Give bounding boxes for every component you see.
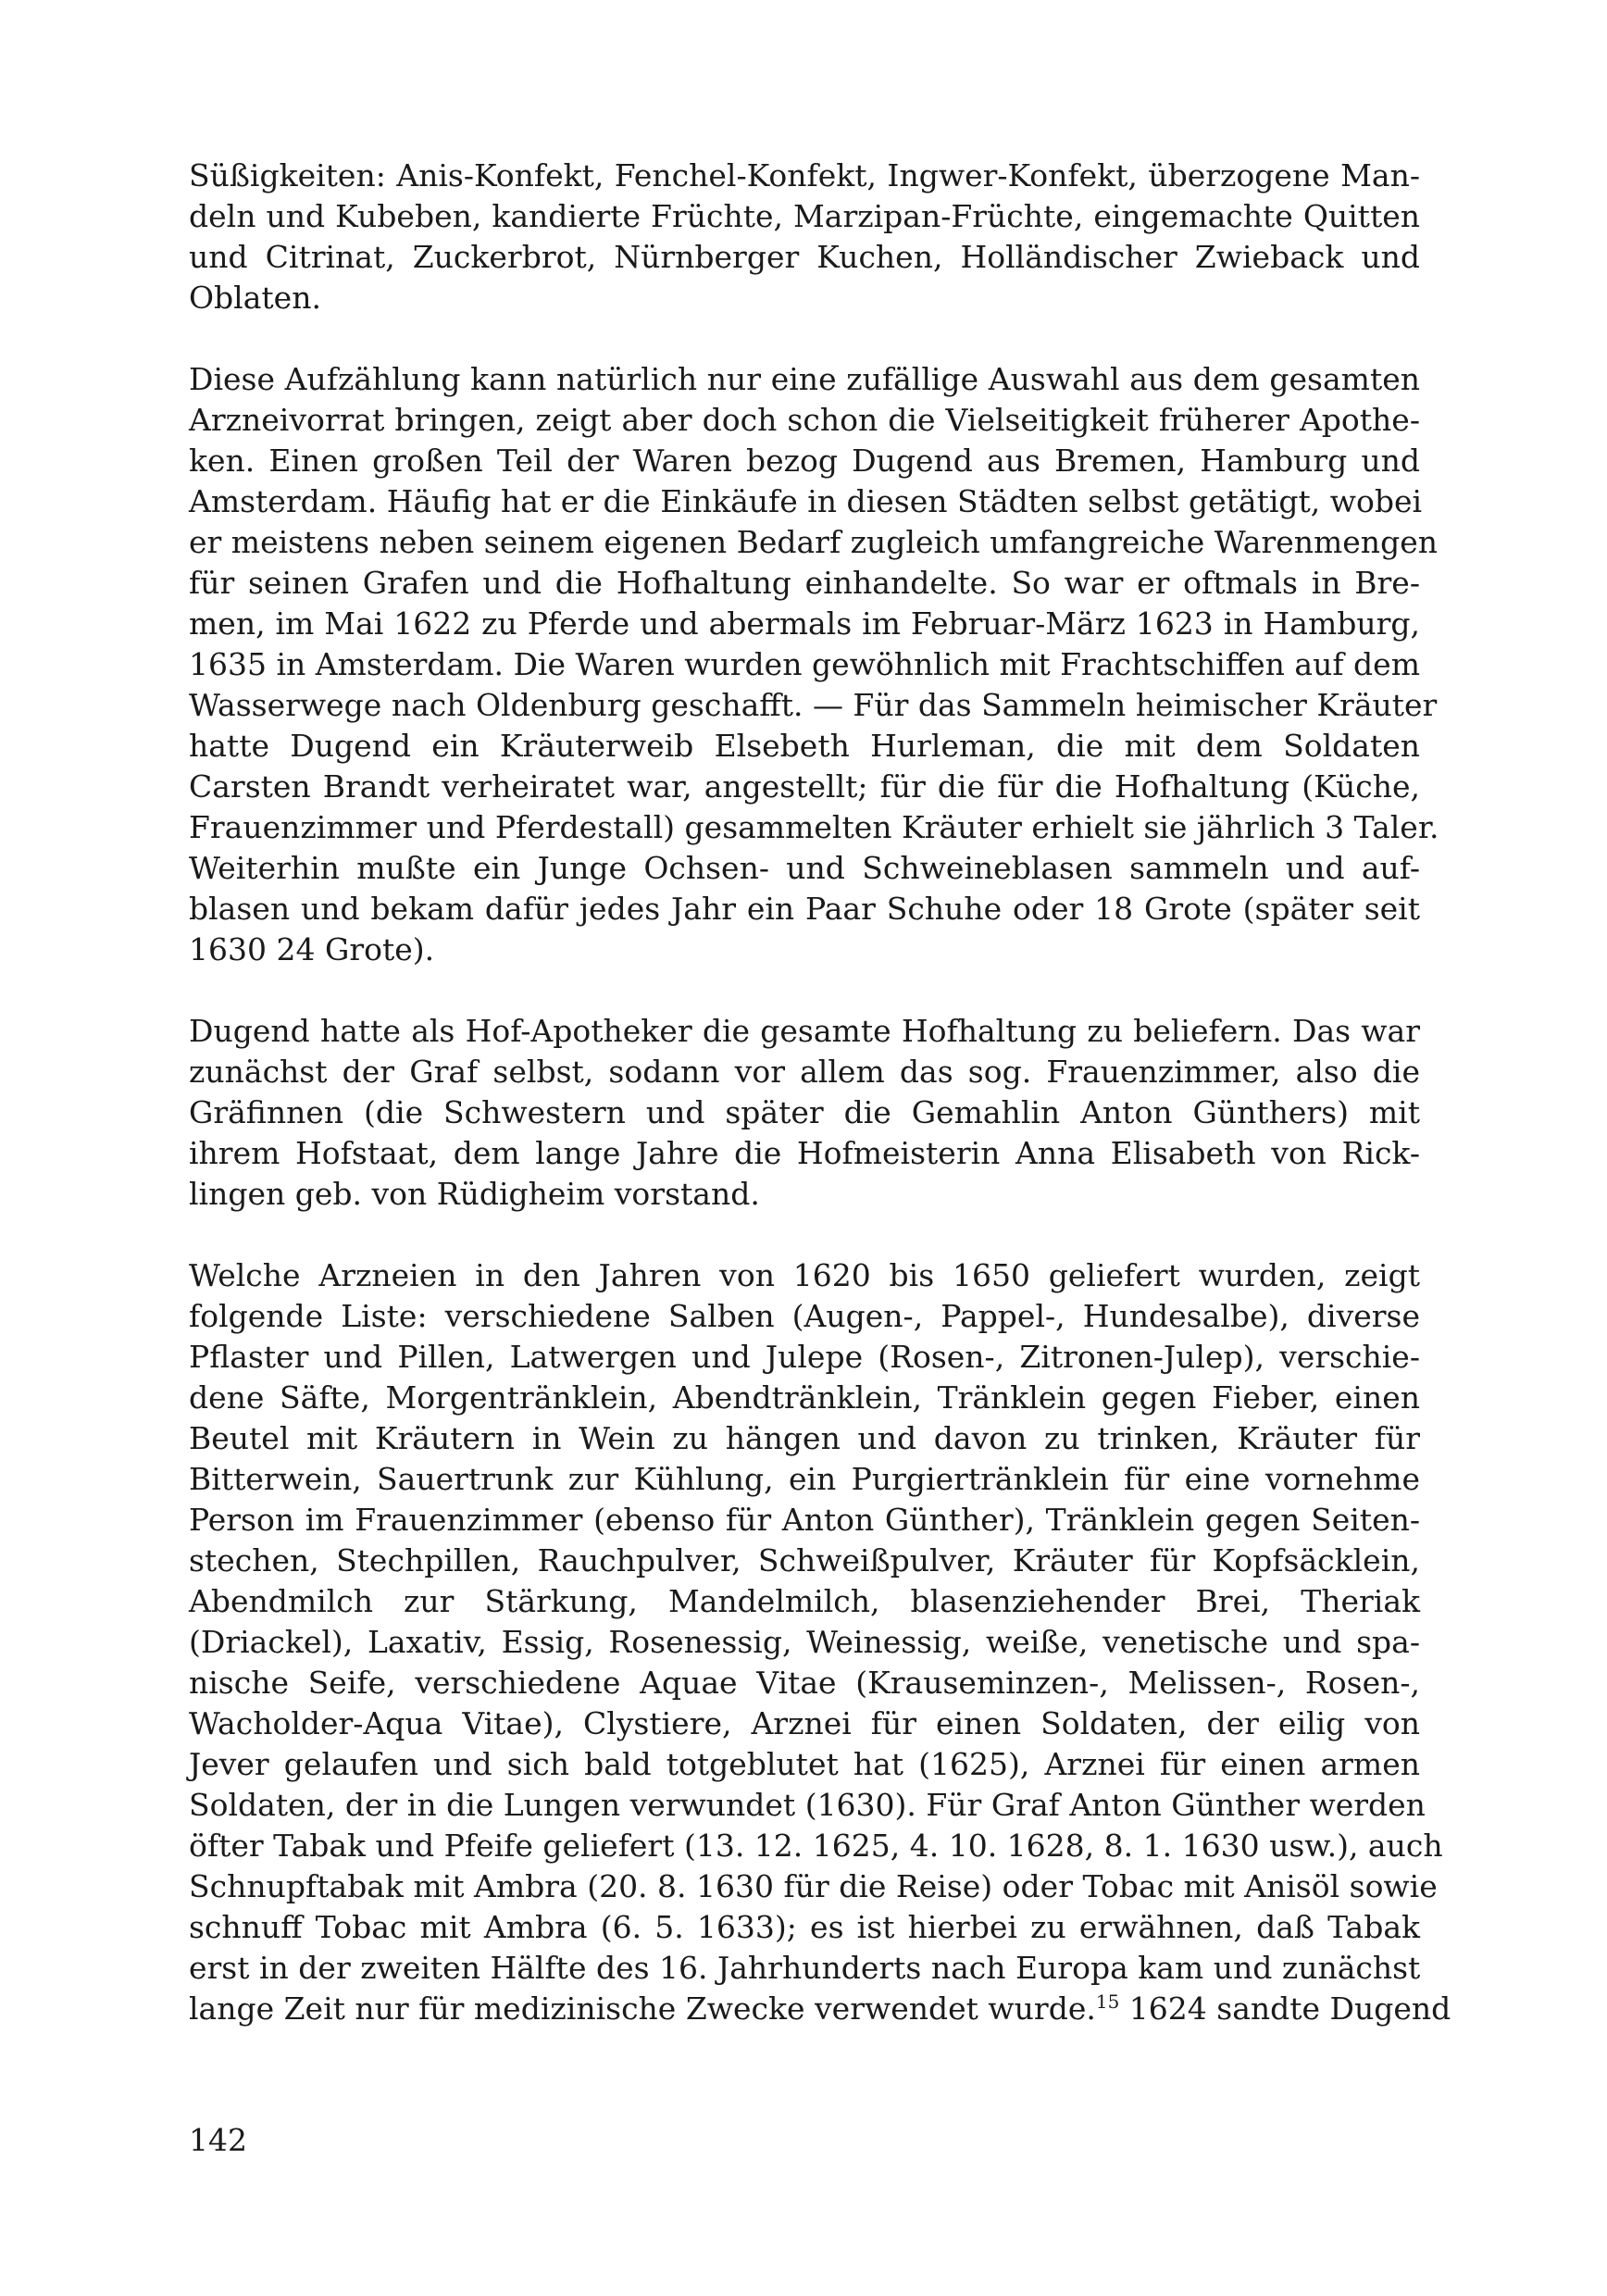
text-line: Dugend hatte als Hof-Apotheker die gesamte Hofhaltung zu beliefern. Das war — [189, 1013, 1420, 1049]
text-line: erst in der zweiten Hälfte des 16. Jahrhunderts nach Europa kam und zunächst — [189, 1950, 1421, 1986]
text-line: blasen und bekam dafür jedes Jahr ein Paar Schuhe oder 18 Grote (später seit — [189, 891, 1420, 927]
text-line: schnuff Tobac mit Ambra (6. 5. 1633); es ist hierbei zu erwähnen, daß Tabak — [189, 1909, 1420, 1945]
text-line: men, im Mai 1622 zu Pferde und abermals im Februar-März 1623 in Hamburg, — [189, 605, 1420, 642]
text-line: hatte Dugend ein Kräuterweib Elsebeth Hurleman, die mit dem Soldaten — [189, 728, 1420, 764]
text-line-with-footnote — [189, 1989, 1451, 2029]
text-line: Soldaten, der in die Lungen verwundet (1630). Für Graf Anton Günther werden — [189, 1787, 1426, 1823]
text-line: Arzneivorrat bringen, zeigt aber doch schon die Vielseitigkeit früherer Apothe- — [189, 402, 1420, 438]
text-line: und Citrinat, Zuckerbrot, Nürnberger Kuchen, Holländischer Zwieback und — [189, 239, 1420, 275]
paragraph-2 — [189, 359, 1439, 970]
text-line: (Driackel), Laxativ, Essig, Rosenessig, Weinessig, weiße, venetische und spa- — [189, 1624, 1420, 1660]
text-line: Wacholder-Aqua Vitae), Clystiere, Arznei für einen Soldaten, der eilig von — [189, 1705, 1420, 1741]
footnote-reference: 15 — [1095, 1990, 1120, 2013]
text-line: Welche Arzneien in den Jahren von 1620 bis 1650 geliefert wurden, zeigt — [189, 1257, 1420, 1293]
paragraph-3 — [189, 1011, 1420, 1215]
text-line: ken. Einen großen Teil der Waren bezog Dugend aus Bremen, Hamburg und — [189, 443, 1420, 479]
text-line: Person im Frauenzimmer (ebenso für Anton Günther), Tränklein gegen Seiten- — [189, 1502, 1420, 1538]
text-line: Jever gelaufen und sich bald totgeblutet hat (1625), Arznei für einen armen — [189, 1746, 1420, 1782]
text-line: dene Säfte, Morgentränklein, Abendtränklein, Tränklein gegen Fieber, einen — [189, 1379, 1420, 1416]
text-line: Carsten Brandt verheiratet war, angestellt; für die für die Hofhaltung (Küche, — [189, 768, 1420, 805]
text-line: Frauenzimmer und Pferdestall) gesammelten Kräuter erhielt sie jährlich 3 Taler. — [189, 809, 1439, 845]
text-segment: 1624 sandte Dugend — [1128, 1990, 1451, 2027]
text-line: Pflaster und Pillen, Latwergen und Julepe (Rosen-, Zitronen-Julep), verschie- — [189, 1339, 1420, 1375]
page-number: 142 — [189, 2122, 247, 2158]
text-line: 1635 in Amsterdam. Die Waren wurden gewöhnlich mit Frachtschiffen auf dem — [189, 646, 1421, 682]
text-line: für seinen Grafen und die Hofhaltung einhandelte. So war er oftmals in Bre- — [189, 565, 1420, 601]
text-line: Diese Aufzählung kann natürlich nur eine zufällige Auswahl aus dem gesamten — [189, 361, 1420, 397]
text-line: Süßigkeiten: Anis-Konfekt, Fenchel-Konfekt, Ingwer-Konfekt, überzogene Man- — [189, 157, 1420, 193]
text-line: stechen, Stechpillen, Rauchpulver, Schweißpulver, Kräuter für Kopfsäcklein, — [189, 1542, 1420, 1578]
text-line: folgende Liste: verschiedene Salben (Augen-, Pappel-, Hundesalbe), diverse — [189, 1298, 1420, 1334]
text-line: Abendmilch zur Stärkung, Mandelmilch, blasenziehender Brei, Theriak — [189, 1583, 1420, 1619]
text-line: Amsterdam. Häufig hat er die Einkäufe in diesen Städten selbst getätigt, wobei — [189, 483, 1423, 519]
text-line: lingen geb. von Rüdigheim vorstand. — [189, 1176, 760, 1212]
text-segment: lange Zeit nur für medizinische Zwecke verwendet wurde. — [189, 1990, 1096, 2027]
paragraph-4 — [189, 1255, 1451, 2029]
text-line: Bitterwein, Sauertrunk zur Kühlung, ein Purgiertränklein für eine vornehme — [189, 1461, 1420, 1497]
text-line: ihrem Hofstaat, dem lange Jahre die Hofmeisterin Anna Elisabeth von Rick- — [189, 1135, 1420, 1171]
body-text — [189, 156, 1451, 2029]
text-line: öfter Tabak und Pfeife geliefert (13. 12. 1625, 4. 10. 1628, 8. 1. 1630 usw.), auch — [189, 1828, 1443, 1864]
text-line: Beutel mit Kräutern in Wein zu hängen und davon zu trinken, Kräuter für — [189, 1420, 1420, 1456]
text-line: deln und Kubeben, kandierte Früchte, Marzipan-Früchte, eingemachte Quitten — [189, 198, 1420, 234]
text-line: er meistens neben seinem eigenen Bedarf zugleich umfangreiche Warenmengen — [189, 524, 1438, 560]
text-line: Weiterhin mußte ein Junge Ochsen- und Schweineblasen sammeln und auf- — [189, 850, 1420, 886]
text-line: Oblaten. — [189, 280, 321, 316]
text-line: Gräfinnen (die Schwestern und später die Gemahlin Anton Günthers) mit — [189, 1094, 1420, 1130]
text-line: Schnupftabak mit Ambra (20. 8. 1630 für die Reise) oder Tobac mit Anisöl sowie — [189, 1868, 1438, 1904]
text-line: nische Seife, verschiedene Aquae Vitae (Krauseminzen-, Melissen-, Rosen-, — [189, 1665, 1420, 1701]
paragraph-1 — [189, 156, 1420, 318]
text-line: Wasserwege nach Oldenburg geschafft. — Für das Sammeln heimischer Kräuter — [189, 687, 1438, 723]
text-line: 1630 24 Grote). — [189, 931, 435, 967]
text-line: zunächst der Graf selbst, sodann vor allem das sog. Frauenzimmer, also die — [189, 1054, 1420, 1090]
